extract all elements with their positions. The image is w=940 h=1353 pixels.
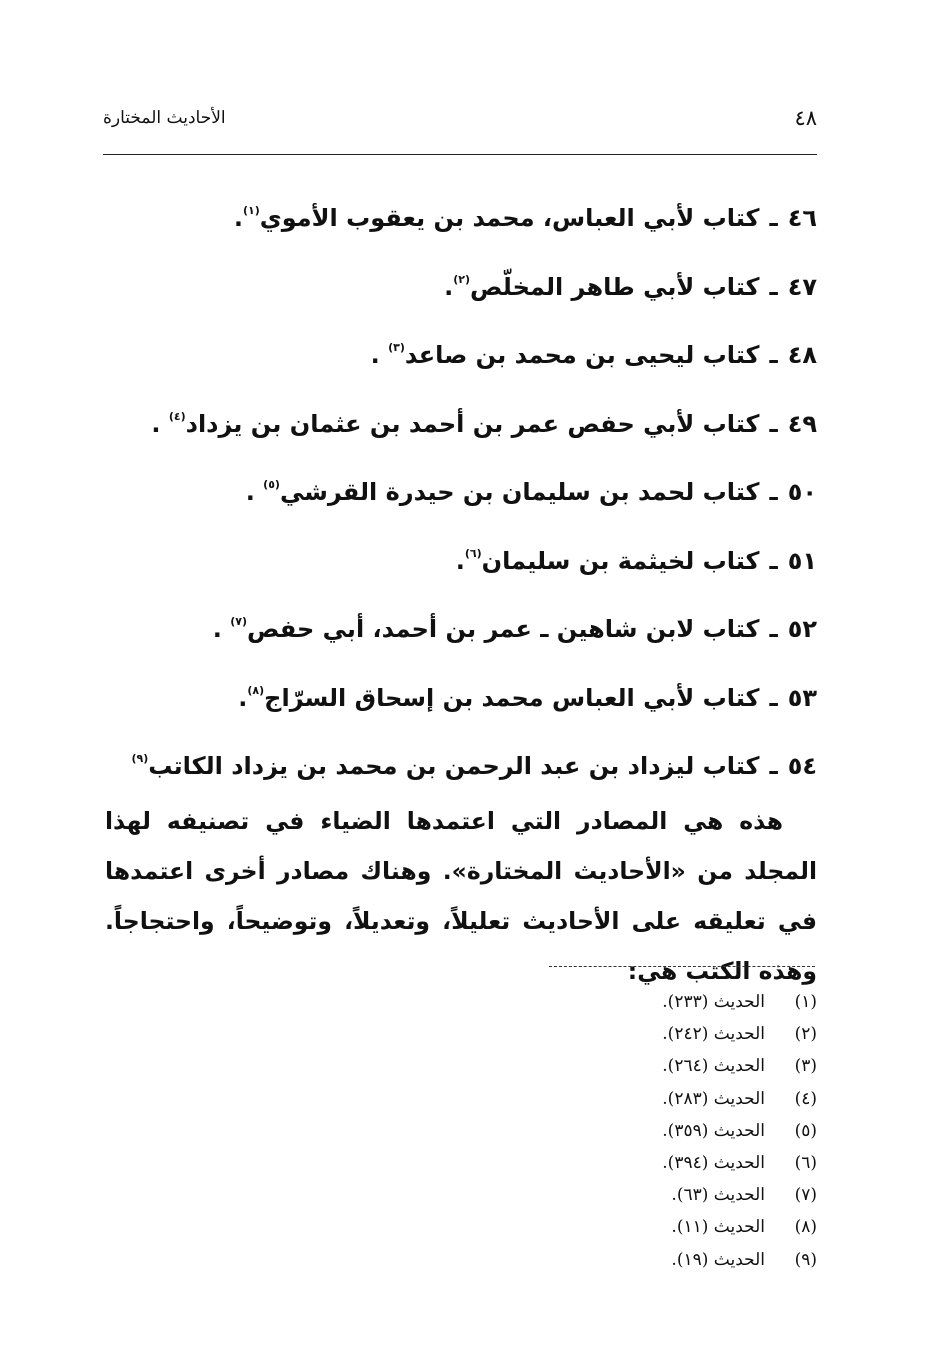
footnote-ref[interactable]: (٤) bbox=[168, 409, 186, 423]
footnote-number: (٥) bbox=[794, 1120, 817, 1141]
footnote-ref[interactable]: (٨) bbox=[247, 683, 265, 697]
source-entry bbox=[117, 255, 817, 324]
entry-text: كتاب لخيثمة بن سليمان bbox=[481, 546, 760, 575]
footnote-number: (٤) bbox=[794, 1088, 817, 1109]
footnote-ref[interactable]: (٧) bbox=[230, 615, 247, 628]
header-rule bbox=[103, 154, 817, 155]
footnote bbox=[567, 1018, 817, 1050]
entry-text: كتاب لأبي حفص عمر بن أحمد بن عثمان بن يزداد bbox=[185, 409, 760, 438]
entry-dash: ـ bbox=[769, 546, 778, 575]
footnote-ref[interactable]: (٥) bbox=[263, 478, 280, 491]
entry-text: كتاب لأبي العباس، محمد بن يعقوب الأموي bbox=[259, 204, 760, 232]
entry-number: ٥٢ bbox=[787, 615, 817, 643]
page-number: ٤٨ bbox=[794, 106, 817, 130]
footnote-ref[interactable]: (٩) bbox=[131, 752, 149, 765]
entry-text: كتاب لأبي العباس محمد بن إسحاق السرّاج bbox=[264, 683, 760, 712]
footnote bbox=[567, 1244, 817, 1276]
entry-dash: ـ bbox=[769, 272, 778, 301]
footnote-ref[interactable]: (٢) bbox=[453, 272, 471, 286]
running-title: الأحاديث المختارة bbox=[103, 108, 226, 128]
entry-end: . bbox=[212, 615, 231, 643]
entry-dash: ـ bbox=[769, 683, 778, 712]
entry-dash: ـ bbox=[769, 341, 778, 369]
entry-end: . bbox=[233, 204, 243, 232]
entry-dash: ـ bbox=[769, 409, 778, 438]
sources-list bbox=[117, 186, 817, 803]
entry-end: . bbox=[238, 683, 248, 712]
footnote-number: (٨) bbox=[794, 1217, 817, 1238]
entry-text: كتاب ليزداد بن عبد الرحمن بن محمد بن يزداد الكاتب bbox=[148, 752, 760, 780]
entry-dash: ـ bbox=[769, 478, 778, 506]
footnote-number: (١) bbox=[794, 992, 817, 1012]
body-paragraph: هذه هي المصادر التي اعتمدها الضياء في تصنيفه لهذا المجلد من «الأحاديث المختارة». وهناك مصادر أخرى اعتمدها في تعليقه على الأحاديث تعليلاً، وتعديلاً، وتوضيحاً، واحتجاجاً. وهذه الكتب هي: bbox=[105, 807, 817, 985]
footnote bbox=[567, 1211, 817, 1243]
entry-end: . bbox=[370, 341, 389, 369]
entry-dash: ـ bbox=[769, 204, 778, 232]
entry-text: كتاب لابن شاهين ـ عمر بن أحمد، أبي حفص bbox=[246, 615, 760, 643]
source-entry bbox=[117, 734, 817, 803]
footnote-number: (٣) bbox=[794, 1056, 817, 1077]
footnote-ref[interactable]: (٣) bbox=[388, 341, 405, 354]
entry-number: ٤٦ bbox=[787, 204, 817, 232]
footnote-separator bbox=[549, 966, 815, 967]
footnote-number: (٧) bbox=[794, 1185, 817, 1206]
entry-number: ٥٤ bbox=[787, 752, 817, 780]
entry-text: كتاب لأبي طاهر المخلّص bbox=[470, 272, 760, 301]
footnote-ref[interactable]: (١) bbox=[242, 204, 260, 217]
entry-text: كتاب ليحيى بن محمد بن صاعد bbox=[404, 341, 760, 369]
footnote-text: الحديث (١١). bbox=[671, 1217, 765, 1238]
footnote bbox=[567, 1083, 817, 1115]
footnote bbox=[567, 1179, 817, 1211]
page-header bbox=[103, 106, 817, 146]
footnote bbox=[567, 986, 817, 1018]
footnote bbox=[567, 1147, 817, 1179]
source-entry bbox=[117, 323, 817, 392]
source-entry bbox=[117, 186, 817, 255]
source-entry bbox=[117, 597, 817, 666]
footnote bbox=[567, 1050, 817, 1082]
footnote-text: الحديث (٢٨٣). bbox=[662, 1088, 765, 1109]
source-entry bbox=[117, 460, 817, 529]
entry-end: . bbox=[151, 409, 169, 438]
footnote-text: الحديث (٢٦٤). bbox=[662, 1056, 765, 1077]
footnote-ref[interactable]: (٦) bbox=[464, 546, 482, 560]
source-entry bbox=[117, 392, 817, 461]
entry-number: ٤٩ bbox=[787, 409, 817, 438]
entry-number: ٥٠ bbox=[787, 478, 817, 506]
footnote-text: الحديث (٢٤٢). bbox=[662, 1024, 765, 1045]
footnote bbox=[567, 1115, 817, 1147]
source-entry bbox=[117, 666, 817, 735]
entry-text: كتاب لحمد بن سليمان بن حيدرة القرشي bbox=[279, 478, 760, 506]
footnote-text: الحديث (٣٥٩). bbox=[662, 1120, 765, 1141]
footnote-text: الحديث (٢٣٣). bbox=[662, 992, 765, 1012]
footnote-number: (٩) bbox=[794, 1249, 817, 1270]
entry-number: ٥١ bbox=[787, 546, 817, 575]
entry-end: . bbox=[455, 546, 465, 575]
source-entry bbox=[117, 529, 817, 598]
entry-dash: ـ bbox=[769, 615, 778, 643]
footnote-text: الحديث (١٩). bbox=[671, 1249, 765, 1270]
entry-number: ٥٣ bbox=[787, 683, 817, 712]
footnote-text: الحديث (٣٩٤). bbox=[662, 1152, 765, 1173]
entry-number: ٤٧ bbox=[787, 272, 817, 301]
entry-number: ٤٨ bbox=[787, 341, 817, 369]
footnotes-list bbox=[567, 986, 817, 1276]
entry-dash: ـ bbox=[769, 752, 778, 780]
entry-end: . bbox=[444, 272, 454, 301]
entry-end: . bbox=[245, 478, 264, 506]
footnote-number: (٦) bbox=[794, 1152, 817, 1173]
footnote-text: الحديث (٦٣). bbox=[671, 1185, 765, 1206]
footnote-number: (٢) bbox=[794, 1024, 817, 1045]
